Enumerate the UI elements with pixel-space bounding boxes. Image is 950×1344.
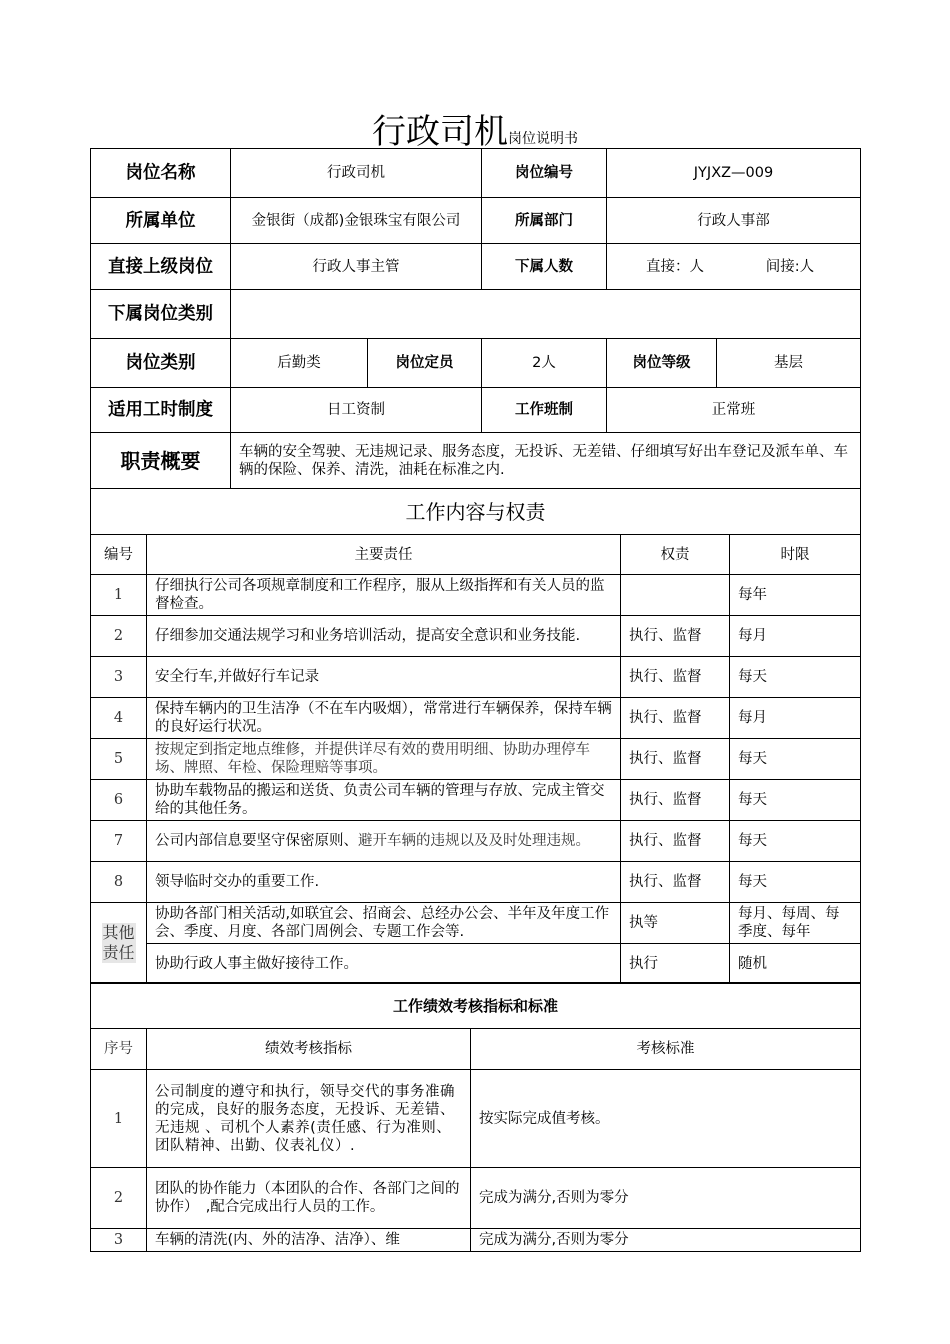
label-shift: 工作班制 [482,388,607,433]
value-position-code: JYJXZ—009 [607,149,861,198]
value-headcount: 2人 [482,339,607,388]
row-authority: 执行、监督 [621,739,730,780]
header-authority: 权责 [621,535,730,575]
duties-header-row [91,535,861,575]
row-standard: 按实际完成值考核。 [471,1070,861,1168]
kpi-heading: 工作绩效考核指标和标准 [91,983,861,1029]
row-description: 协助行政人事主做好接待工作。 [147,944,621,984]
row-authority: 执行、监督 [621,616,730,657]
row-authority: 执行、监督 [621,862,730,903]
value-position-name: 行政司机 [231,149,482,198]
other-duties-cell [91,903,147,984]
label-position-name: 岗位名称 [91,149,231,198]
label-position-code: 岗位编号 [482,149,607,198]
row-sub-category [91,290,861,339]
row-period: 每天 [730,862,861,903]
label-department: 所属部门 [482,198,607,244]
row-number: 6 [91,780,147,821]
table-row [91,575,861,616]
table-row [91,1070,861,1168]
value-superior: 行政人事主管 [231,244,482,290]
title-main: 行政司机 [372,112,508,152]
label-summary: 职责概要 [91,433,231,489]
row-category [91,339,861,388]
table-row [91,944,861,984]
row-number: 3 [91,1229,147,1252]
label-work-hours: 适用工时制度 [91,388,231,433]
row-description: 安全行车,并做好行车记录 [147,657,621,698]
row-authority: 执行、监督 [621,780,730,821]
value-work-hours: 日工资制 [231,388,482,433]
header-period: 时限 [730,535,861,575]
row-position-name [91,149,861,198]
direct-count: 直接：人 [646,258,704,275]
header-standard: 考核标准 [471,1029,861,1070]
table-row [91,1168,861,1229]
table-row [91,862,861,903]
row-authority: 执行、监督 [621,657,730,698]
row-period: 每天 [730,739,861,780]
value-unit: 金银街（成都)金银珠宝有限公司 [231,198,482,244]
row-authority [621,575,730,616]
table-row [91,657,861,698]
row-number: 4 [91,698,147,739]
row-period: 每月、每周、每季度、每年 [730,903,861,944]
table-row [91,739,861,780]
value-department: 行政人事部 [607,198,861,244]
row-authority: 执行、监督 [621,821,730,862]
row-number: 2 [91,1168,147,1229]
row-period: 随机 [730,944,861,984]
header-indicator: 绩效考核指标 [147,1029,471,1070]
row-number: 1 [91,1070,147,1168]
header-responsibility: 主要责任 [147,535,621,575]
basic-info-table [90,148,861,489]
row-period: 每月 [730,616,861,657]
row-description [147,821,621,862]
row-period: 每天 [730,657,861,698]
row-period: 每月 [730,698,861,739]
value-grade: 基层 [717,339,861,388]
table-row [91,780,861,821]
row-number: 1 [91,575,147,616]
label-sub-category: 下属岗位类别 [91,290,231,339]
row-number: 5 [91,739,147,780]
label-unit: 所属单位 [91,198,231,244]
value-subordinates [607,244,861,290]
row-number: 3 [91,657,147,698]
row-superior [91,244,861,290]
label-category: 岗位类别 [91,339,231,388]
value-category: 后勤类 [231,339,368,388]
row-number: 8 [91,862,147,903]
row-description: 领导临时交办的重要工作. [147,862,621,903]
value-summary: 车辆的安全驾驶、无违规记录、服务态度，无投诉、无差错、仔细填写好出车登记及派车单、车辆的保险、保养、清洗，油耗在标准之内. [231,433,861,489]
table-row [91,821,861,862]
row-authority: 执行 [621,944,730,984]
row-indicator: 团队的协作能力（本团队的合作、各部门之间的协作） ,配合完成出行人员的工作。 [147,1168,471,1229]
other-duties-label: 其他责任 [102,923,135,962]
kpi-header-row [91,1029,861,1070]
title-sub: 岗位说明书 [508,131,578,147]
value-sub-category [231,290,861,339]
duties-table [90,488,861,984]
row-number: 7 [91,821,147,862]
row-summary [91,433,861,489]
row-description-part-b: 避开车辆的违规以及及时处理违规。 [358,833,590,849]
row-unit [91,198,861,244]
value-shift: 正常班 [607,388,861,433]
row-period: 每天 [730,780,861,821]
label-headcount: 岗位定员 [368,339,482,388]
row-description: 协助各部门相关活动,如联宜会、招商会、总经办公会、半年及年度工作会、季度、月度、各部门周例会、专题工作会等. [147,903,621,944]
row-standard: 完成为满分,否则为零分 [471,1229,861,1252]
row-number: 2 [91,616,147,657]
table-row [91,903,861,944]
indirect-count: 间接:人 [765,258,815,275]
header-seq: 序号 [91,1029,147,1070]
row-description: 保持车辆内的卫生洁净（不在车内吸烟），常常进行车辆保养，保持车辆的良好运行状况。 [147,698,621,739]
row-period: 每年 [730,575,861,616]
row-description: 按规定到指定地点维修，并提供详尽有效的费用明细、协助办理停车场、牌照、年检、保险理赔等事项。 [147,739,621,780]
header-no: 编号 [91,535,147,575]
label-subordinates: 下属人数 [482,244,607,290]
duties-heading: 工作内容与权责 [91,489,861,535]
table-row [91,698,861,739]
row-authority: 执行、监督 [621,698,730,739]
row-standard: 完成为满分,否则为零分 [471,1168,861,1229]
row-authority: 执等 [621,903,730,944]
label-superior: 直接上级岗位 [91,244,231,290]
label-grade: 岗位等级 [607,339,717,388]
row-description-part-a: 公司内部信息要坚守保密原则、 [155,833,358,849]
row-description: 仔细参加交通法规学习和业务培训活动，提高安全意识和业务技能. [147,616,621,657]
kpi-table [90,982,861,1252]
table-row [91,616,861,657]
row-description: 仔细执行公司各项规章制度和工作程序，服从上级指挥和有关人员的监督检查。 [147,575,621,616]
document-title [0,104,950,153]
row-indicator: 车辆的清洗(内、外的洁净、洁净）、维 [147,1229,471,1252]
row-indicator: 公司制度的遵守和执行，领导交代的事务准确的完成，良好的服务态度，无投诉、无差错、无违规 、司机个人素养(责任感、行为准则、团队精神、出勤、仪表礼仪）. [147,1070,471,1168]
row-description: 协助车载物品的搬运和送货、负责公司车辆的管理与存放、完成主管交给的其他任务。 [147,780,621,821]
row-work-hours [91,388,861,433]
table-row [91,1229,861,1252]
row-period: 每天 [730,821,861,862]
